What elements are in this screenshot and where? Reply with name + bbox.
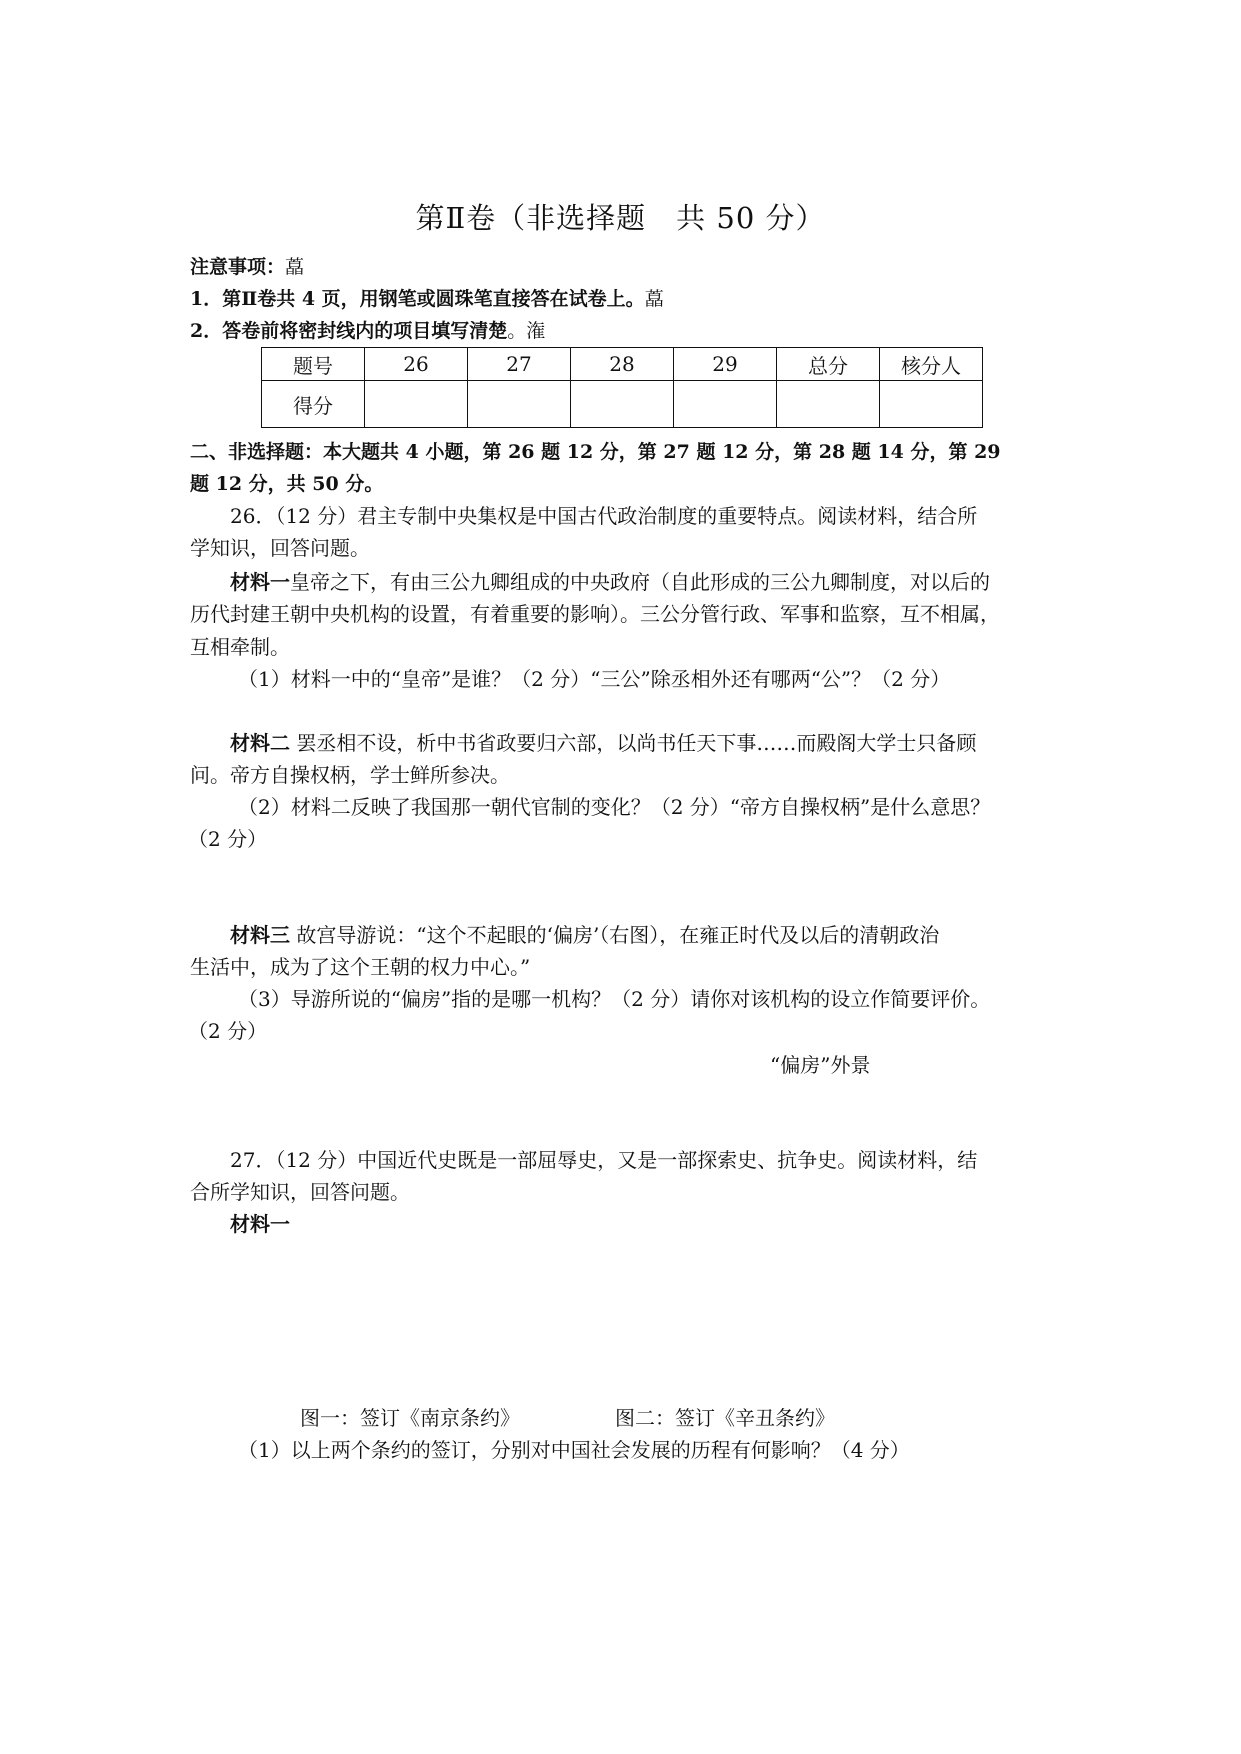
q27-intro-line-2: 合所学知识，回答问题。 <box>190 1180 410 1204</box>
score-cell-27[interactable] <box>468 381 571 428</box>
q26-intro-line-1: 26．（12 分）君主专制中央集权是中国古代政治制度的重要特点。阅读材料，结合所 <box>230 504 978 528</box>
q26-material-2-line-2: 问。帝方自操权柄，学士鲜所参决。 <box>190 763 510 787</box>
score-table-header-cell: 26 <box>365 348 468 381</box>
score-table-header-cell: 总分 <box>777 348 880 381</box>
q27-material-1-label: 材料一 <box>230 1212 290 1236</box>
q27-caption-figure-1: 图一：签订《南京条约》 <box>300 1406 520 1430</box>
q27-sub-question-1: （1）以上两个条约的签订，分别对中国社会发展的历程有何影响？（4 分） <box>238 1438 910 1462</box>
section-2-heading-line-2: 题 12 分，共 50 分。 <box>190 473 384 495</box>
score-cell-28[interactable] <box>571 381 674 428</box>
score-table-header-cell: 28 <box>571 348 674 381</box>
score-table-header-cell: 题号 <box>262 348 365 381</box>
section-2-heading-line-1: 二、非选择题：本大题共 4 小题，第 26 题 12 分，第 27 题 12 分，第 28 题 14 分，第 29 <box>190 441 1001 463</box>
q26-intro-line-2: 学知识，回答问题。 <box>190 536 370 560</box>
score-row-label: 得分 <box>262 381 365 428</box>
q26-material-3-line-2: 生活中，成为了这个王朝的权力中心。” <box>190 955 531 979</box>
q26-material-2-line-1: 材料二 罢丞相不设，析中书省政要归六部，以尚书任天下事……而殿阁大学士只备顾 <box>230 731 977 755</box>
score-cell-26[interactable] <box>365 381 468 428</box>
q26-sub-question-2-line-2: （2 分） <box>188 827 268 851</box>
score-table-score-row <box>262 381 983 428</box>
q26-material-3-line-1: 材料三 故宫导游说：“这个不起眼的‘偏房’（右图），在雍正时代及以后的清朝政治 <box>230 923 940 947</box>
score-cell-total[interactable] <box>777 381 880 428</box>
q26-sub-question-1: （1）材料一中的“皇帝”是谁？（2 分）“三公”除丞相外还有哪两“公”？（2 分） <box>238 667 951 691</box>
score-table-header-row <box>262 348 983 381</box>
q26-material-1-line-1: 材料一皇帝之下，有由三公九卿组成的中央政府（自此形成的三公九卿制度，对以后的 <box>230 570 990 594</box>
score-table-header-cell: 29 <box>674 348 777 381</box>
q26-sub-question-2-line-1: （2）材料二反映了我国那一朝代官制的变化？（2 分）“帝方自操权柄”是什么意思？ <box>238 795 991 819</box>
score-cell-checker[interactable] <box>880 381 983 428</box>
score-cell-29[interactable] <box>674 381 777 428</box>
notes-heading: 注意事项：藠 <box>190 256 305 278</box>
q26-material-1-line-3: 互相牵制。 <box>190 635 290 659</box>
score-table <box>261 347 983 428</box>
q26-material-1-line-2: 历代封建王朝中央机构的设置，有着重要的影响）。三公分管行政、军事和监察，互不相属， <box>190 602 1000 626</box>
score-table-header-cell: 核分人 <box>880 348 983 381</box>
score-table-header-cell: 27 <box>468 348 571 381</box>
notes-item-2: 2．答卷前将密封线内的项目填写清楚。潅 <box>190 320 546 342</box>
q26-image-caption: “偏房”外景 <box>770 1053 871 1077</box>
notes-item-1: 1．第Ⅱ卷共 4 页，用钢笔或圆珠笔直接答在试卷上。藠 <box>190 288 664 310</box>
q26-sub-question-3-line-1: （3）导游所说的“偏房”指的是哪一机构？（2 分）请你对该机构的设立作简要评价。 <box>238 987 991 1011</box>
page-title: 第Ⅱ卷（非选择题 共 50 分） <box>415 201 826 235</box>
q26-sub-question-3-line-2: （2 分） <box>188 1019 268 1043</box>
q27-caption-figure-2: 图二：签订《辛丑条约》 <box>615 1406 835 1430</box>
q27-intro-line-1: 27．（12 分）中国近代史既是一部屈辱史，又是一部探索史、抗争史。阅读材料，结 <box>230 1148 978 1172</box>
